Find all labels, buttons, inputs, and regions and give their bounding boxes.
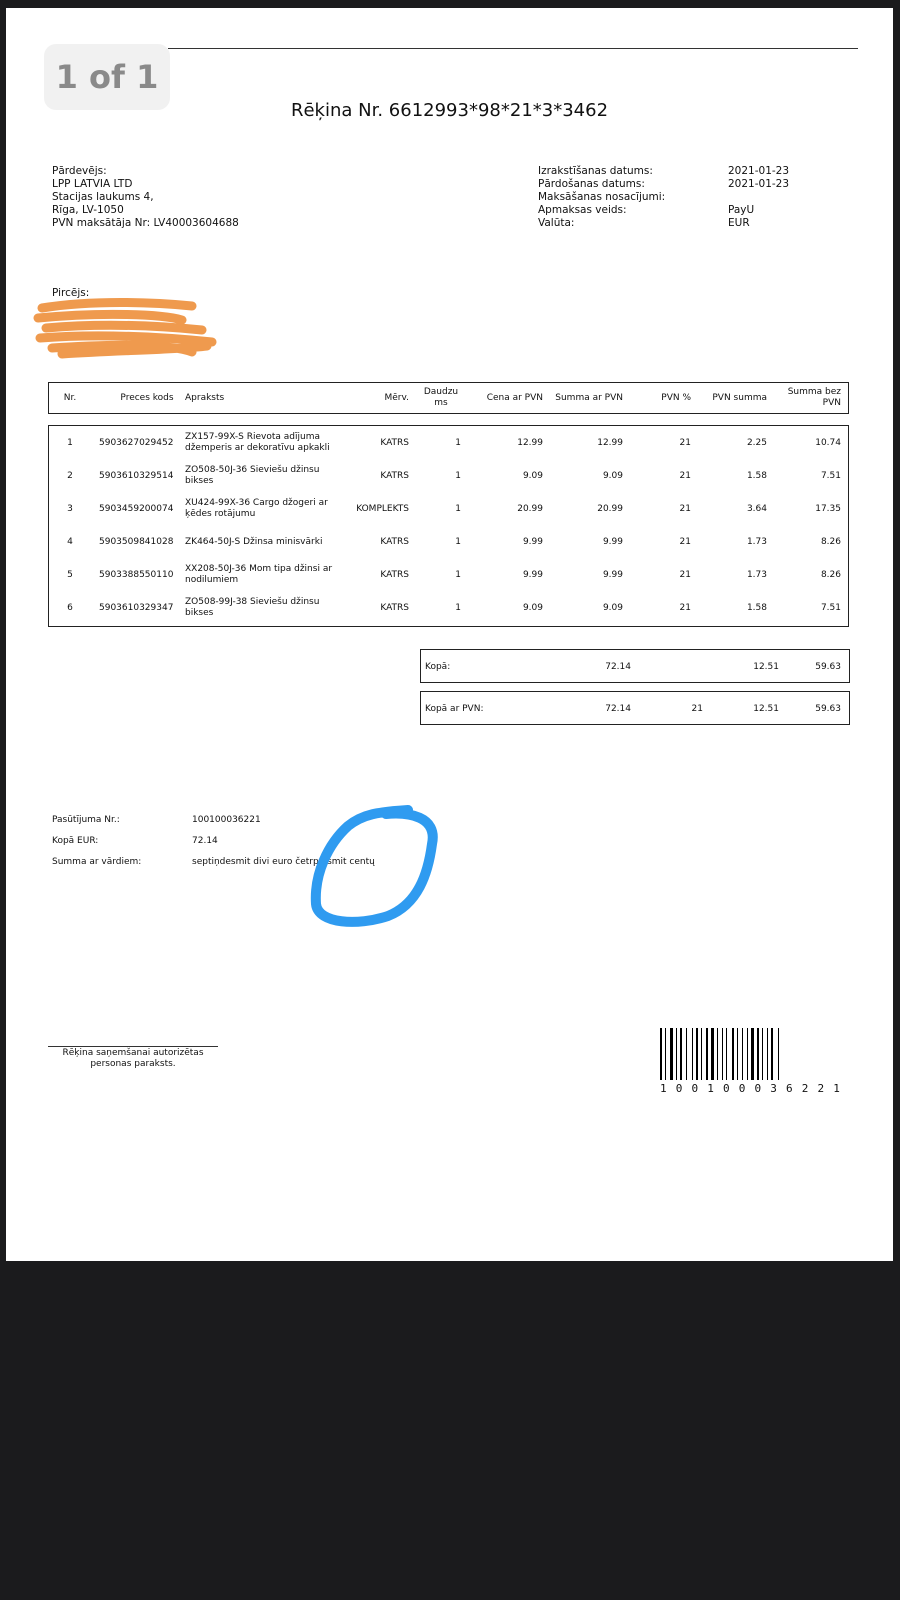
item-sum: 9.99	[602, 537, 623, 547]
barcode-bar	[680, 1028, 682, 1080]
barcode-bar	[701, 1028, 702, 1080]
seller-label: Pārdevējs:	[52, 165, 107, 177]
barcode-bar	[742, 1028, 743, 1080]
totals-box	[420, 649, 850, 683]
item-sum: 9.09	[602, 603, 623, 613]
item-unit: KATRS	[380, 438, 409, 448]
item-vat-pct: 21	[679, 603, 691, 613]
item-vat-sum: 1.58	[746, 603, 767, 613]
item-nr: 3	[67, 504, 73, 514]
item-qty: 1	[455, 471, 461, 481]
col-price: Cena ar PVN	[486, 393, 543, 403]
item-qty: 1	[455, 504, 461, 514]
col-unit: Mērv.	[384, 393, 409, 403]
signature-caption-line2: personas paraksts.	[90, 1059, 176, 1069]
item-net: 10.74	[815, 438, 841, 448]
col-desc: Apraksts	[185, 393, 225, 403]
item-desc	[185, 537, 365, 548]
barcode-bar	[771, 1028, 773, 1080]
item-price: 9.09	[522, 471, 543, 481]
totals-with-vat-box	[420, 691, 850, 725]
totals-label: Kopā:	[425, 662, 451, 672]
item-vat-pct: 21	[679, 504, 691, 514]
item-code: 5903459200074	[99, 504, 174, 514]
meta-label: Pārdošanas datums:	[538, 178, 645, 190]
col-net-line1: Summa bez	[787, 387, 841, 397]
barcode-bar	[726, 1028, 727, 1080]
barcode-bar	[778, 1028, 779, 1080]
seller-address-line2: Rīga, LV-1050	[52, 204, 124, 216]
item-unit: KATRS	[380, 603, 409, 613]
col-code: Preces kods	[120, 393, 174, 403]
item-net: 8.26	[820, 537, 841, 547]
table-row	[49, 527, 848, 560]
item-net: 7.51	[820, 471, 841, 481]
item-sum: 9.09	[602, 471, 623, 481]
col-vat-pct: PVN %	[661, 393, 691, 403]
item-vat-pct: 21	[679, 438, 691, 448]
table-row	[49, 593, 848, 626]
totals-sum: 72.14	[605, 704, 631, 714]
barcode-digit: 1	[660, 1082, 667, 1095]
barcode-digit: 1	[833, 1082, 840, 1095]
barcode-bar	[676, 1028, 677, 1080]
barcode-bar	[692, 1028, 693, 1080]
item-desc	[185, 465, 365, 487]
barcode-bar	[762, 1028, 763, 1080]
barcode-bar	[686, 1028, 687, 1080]
seller-vat-number: PVN maksātāja Nr: LV40003604688	[52, 217, 239, 229]
item-price: 9.99	[522, 570, 543, 580]
item-nr: 1	[67, 438, 73, 448]
totals-vat-pct: 21	[691, 704, 703, 714]
col-nr: Nr.	[63, 393, 77, 403]
item-nr: 4	[67, 537, 73, 547]
order-label: Pasūtījuma Nr.:	[52, 815, 120, 825]
item-desc-line2: bikses	[185, 608, 214, 618]
invoice-page	[6, 8, 893, 1261]
barcode-bar	[670, 1028, 673, 1080]
item-qty: 1	[455, 438, 461, 448]
order-label: Summa ar vārdiem:	[52, 857, 142, 867]
item-unit: KATRS	[380, 570, 409, 580]
item-vat-sum: 1.73	[746, 537, 767, 547]
barcode-bar	[732, 1028, 734, 1080]
item-desc-line2: bikses	[185, 476, 214, 486]
barcode-bar	[711, 1028, 714, 1080]
meta-row	[538, 204, 789, 217]
barcode-digit: 0	[723, 1082, 730, 1095]
order-value: 100100036221	[192, 815, 261, 825]
table-row	[49, 428, 848, 461]
barcode-bar	[757, 1028, 759, 1080]
seller-block	[52, 165, 239, 230]
totals-net: 59.63	[815, 704, 841, 714]
item-qty: 1	[455, 570, 461, 580]
item-sum: 12.99	[597, 438, 623, 448]
item-code: 5903610329514	[99, 471, 174, 481]
item-vat-sum: 1.73	[746, 570, 767, 580]
item-desc-line1: ZO508-99J-38 Sieviešu džinsu	[185, 597, 320, 607]
items-table-header	[48, 382, 849, 414]
item-desc-line1: XU424-99X-36 Cargo džogeri ar	[185, 498, 328, 508]
invoice-title: Rēķina Nr. 6612993*98*21*3*3462	[290, 100, 609, 121]
barcode-bar	[706, 1028, 708, 1080]
table-row	[49, 560, 848, 593]
col-sum: Summa ar PVN	[555, 393, 623, 403]
item-code: 5903610329347	[99, 603, 174, 613]
items-table-body	[48, 425, 849, 627]
item-code: 5903388550110	[99, 570, 174, 580]
page-indicator: 1 of 1	[44, 44, 170, 110]
item-vat-pct: 21	[679, 570, 691, 580]
item-desc-line1: ZX157-99X-S Rievota adījuma	[185, 432, 320, 442]
table-row	[49, 494, 848, 527]
item-net: 8.26	[820, 570, 841, 580]
order-value: septiņdesmit divi euro četrpa smit centų	[192, 857, 375, 867]
item-qty: 1	[455, 603, 461, 613]
barcode-bar	[660, 1028, 662, 1080]
totals-net: 59.63	[815, 662, 841, 672]
seller-name: LPP LATVIA LTD	[52, 178, 133, 190]
meta-row	[538, 217, 789, 230]
meta-label: Izrakstīšanas datums:	[538, 165, 653, 177]
meta-value: 2021-01-23	[728, 165, 790, 177]
invoice-meta-block	[538, 165, 789, 230]
order-value: 72.14	[192, 836, 218, 846]
meta-label: Valūta:	[538, 217, 575, 229]
barcode-bar	[722, 1028, 723, 1080]
barcode-bar	[717, 1028, 718, 1080]
col-qty-line2: ms	[434, 398, 448, 408]
meta-value: 2021-01-23	[728, 178, 790, 190]
barcode-digit: 0	[738, 1082, 746, 1095]
item-code: 5903627029452	[99, 438, 174, 448]
item-desc	[185, 564, 365, 586]
item-nr: 5	[67, 570, 73, 580]
barcode-digit: 0	[675, 1082, 683, 1095]
item-desc-line2: nodilumiem	[185, 575, 239, 585]
item-unit: KATRS	[380, 537, 409, 547]
barcode-digit: 0	[754, 1082, 762, 1095]
buyer-redaction-scribble	[32, 294, 222, 364]
meta-row	[538, 178, 789, 191]
barcode-digit: 1	[707, 1082, 714, 1095]
item-sum: 20.99	[597, 504, 623, 514]
item-qty: 1	[455, 537, 461, 547]
item-desc-line1: ZK464-50J-S Džinsa minisvārki	[185, 537, 323, 547]
meta-row	[538, 191, 789, 204]
col-net-line2: PVN	[822, 398, 841, 408]
meta-label: Maksāšanas nosacījumi:	[538, 191, 666, 203]
signature-caption-line1: Rēķina saņemšanai autorizētas	[62, 1048, 204, 1058]
signature-caption	[48, 1048, 218, 1070]
table-row	[49, 461, 848, 494]
item-unit: KATRS	[380, 471, 409, 481]
item-nr: 6	[67, 603, 73, 613]
item-desc-line2: džemperis ar dekoratīvu apkakli	[185, 443, 330, 453]
item-price: 9.09	[522, 603, 543, 613]
order-label: Kopā EUR:	[52, 836, 99, 846]
item-net: 7.51	[820, 603, 841, 613]
barcode-bar	[747, 1028, 748, 1080]
item-desc	[185, 597, 365, 619]
item-price: 9.99	[522, 537, 543, 547]
barcode-bar	[665, 1028, 666, 1080]
meta-value: PayU	[728, 204, 755, 216]
item-net: 17.35	[815, 504, 841, 514]
item-desc-line2: ķēdes rotājumu	[185, 509, 256, 519]
signature-line	[48, 1046, 218, 1047]
blue-annotation-circle	[308, 804, 448, 944]
item-desc-line1: ZO508-50J-36 Sieviešu džinsu	[185, 465, 320, 475]
item-code: 5903509841028	[99, 537, 174, 547]
barcode-bar	[737, 1028, 738, 1080]
item-unit: KOMPLEKTS	[356, 504, 409, 514]
item-vat-pct: 21	[679, 471, 691, 481]
barcode-bar	[767, 1028, 768, 1080]
item-price: 12.99	[517, 438, 543, 448]
barcode-digit: 2	[817, 1082, 825, 1095]
totals-label: Kopā ar PVN:	[425, 704, 484, 714]
item-vat-sum: 3.64	[746, 504, 767, 514]
item-vat-pct: 21	[679, 537, 691, 547]
item-vat-sum: 1.58	[746, 471, 767, 481]
item-desc-line1: XX208-50J-36 Mom tipa džinsi ar	[185, 564, 333, 574]
meta-label: Apmaksas veids:	[538, 204, 627, 216]
barcode	[660, 1028, 840, 1080]
barcode-digit: 2	[801, 1082, 809, 1095]
barcode-digit: 3	[770, 1082, 777, 1095]
barcode-digit: 0	[691, 1082, 699, 1095]
col-qty-line1: Daudzu	[423, 387, 459, 397]
barcode-digit: 6	[786, 1082, 793, 1095]
col-qty	[421, 387, 461, 409]
top-rule	[168, 48, 858, 49]
item-desc	[185, 432, 365, 454]
totals-sum: 72.14	[605, 662, 631, 672]
col-vat-sum: PVN summa	[712, 393, 767, 403]
col-net	[769, 387, 841, 409]
item-price: 20.99	[517, 504, 543, 514]
buyer-label: Pircējs:	[52, 287, 90, 299]
item-nr: 2	[67, 471, 73, 481]
item-sum: 9.99	[602, 570, 623, 580]
meta-value: EUR	[728, 217, 750, 229]
meta-row	[538, 165, 789, 178]
seller-address-line1: Stacijas laukums 4,	[52, 191, 154, 203]
barcode-bar	[751, 1028, 754, 1080]
item-vat-sum: 2.25	[746, 438, 767, 448]
totals-vat-sum: 12.51	[753, 704, 779, 714]
barcode-digits	[660, 1082, 840, 1095]
item-desc	[185, 498, 365, 520]
totals-vat-sum: 12.51	[753, 662, 779, 672]
barcode-bar	[696, 1028, 698, 1080]
